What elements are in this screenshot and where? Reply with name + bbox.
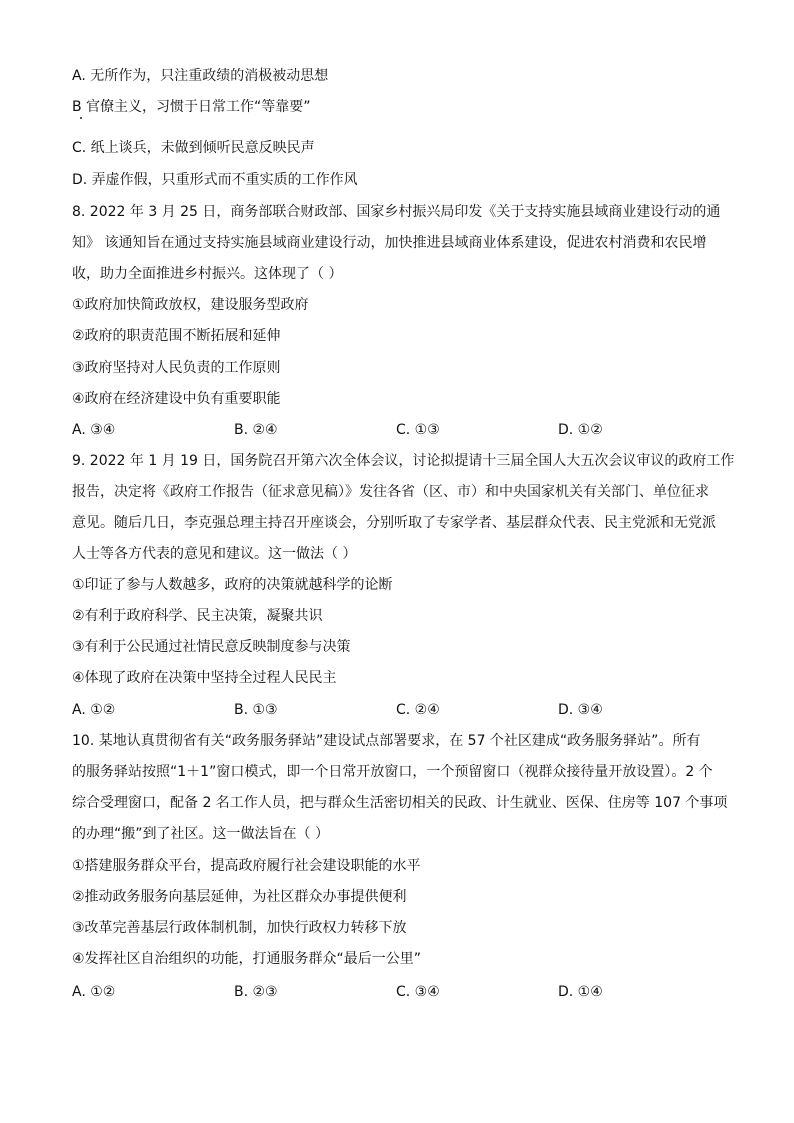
- q8-statement-4: ④政府在经济建设中负有重要职能: [72, 391, 281, 407]
- q8-option-b: B. ②④: [234, 422, 278, 438]
- q10-statement-1: ①搭建服务群众平台，提高政府履行社会建设职能的水平: [72, 858, 421, 874]
- q9-option-b: B. ①③: [234, 702, 278, 718]
- q9-statement-1: ①印证了参与人数越多，政府的决策就越科学的论断: [72, 577, 393, 593]
- q9-option-a: A. ①②: [72, 702, 116, 718]
- q10-stem-line: 的办理“搬”到了社区。这一做法旨在（ ）: [72, 826, 329, 842]
- q10-statement-4: ④发挥社区自治组织的功能，打通服务群众“最后一公里”: [72, 951, 422, 967]
- q10-option-b: B. ②③: [234, 984, 278, 1000]
- q7-option-a: A. 无所作为，只注重政绩的消极被动思想: [72, 68, 329, 84]
- q10-option-c: C. ③④: [396, 984, 440, 1000]
- q8-stem-line: 8. 2022 年 3 月 25 日，商务部联合财政部、国家乡村振兴局印发《关于支持实施县域商业建设行动的通: [72, 204, 721, 220]
- q10-option-d: D. ①④: [558, 984, 603, 1000]
- q9-options: [72, 700, 732, 720]
- stray-dot: [80, 117, 82, 119]
- q9-statement-2: ②有利于政府科学、民主决策，凝聚共识: [72, 608, 323, 624]
- q7-option-c: C. 纸上谈兵，未做到倾听民意反映民声: [72, 140, 315, 156]
- q8-option-d: D. ①②: [558, 422, 603, 438]
- q10-statement-3: ③改革完善基层行政体制机制，加快行政权力转移下放: [72, 920, 407, 936]
- q10-stem-line: 的服务驿站按照“1＋1”窗口模式，即一个日常开放窗口，一个预留窗口（视群众接待量开放设置）。2 个: [72, 764, 713, 780]
- q8-option-a: A. ③④: [72, 422, 116, 438]
- q9-stem-line: 人士等各方代表的意见和建议。这一做法（ ）: [72, 546, 357, 562]
- q10-stem-line: 综合受理窗口，配备 2 名工作人员，把与群众生活密切相关的民政、计生就业、医保、住房等 107 个事项: [72, 795, 728, 811]
- q10-stem-line: 10. 某地认真贯彻省有关“政务服务驿站”建设试点部署要求，在 57 个社区建成“政务服务驿站”。所有: [72, 733, 701, 749]
- q10-options: [72, 982, 732, 1002]
- q9-option-d: D. ③④: [558, 702, 603, 718]
- q7-option-b: B 官僚主义，习惯于日常工作“等靠要”: [72, 99, 311, 115]
- q9-stem-line: 报告，决定将《政府工作报告（征求意见稿）》发往各省（区、市）和中央国家机关有关部门、单位征求: [72, 484, 709, 500]
- q8-statement-3: ③政府坚持对人民负责的工作原则: [72, 360, 281, 376]
- q8-statement-1: ①政府加快简政放权，建设服务型政府: [72, 297, 309, 313]
- q10-option-a: A. ①②: [72, 984, 116, 1000]
- q7-option-d: D. 弄虚作假，只重形式而不重实质的工作作风: [72, 172, 358, 188]
- q9-statement-4: ④体现了政府在决策中坚持全过程人民民主: [72, 670, 337, 686]
- q8-statement-2: ②政府的职责范围不断拓展和延伸: [72, 328, 281, 344]
- q9-stem-line: 意见。随后几日，李克强总理主持召开座谈会，分别听取了专家学者、基层群众代表、民主党派和无党派: [72, 515, 716, 531]
- q8-stem-line: 知》 该通知旨在通过支持实施县域商业建设行动，加快推进县域商业体系建设，促进农村消费和农民增: [72, 235, 707, 251]
- q10-statement-2: ②推动政务服务向基层延伸，为社区群众办事提供便利: [72, 889, 407, 905]
- q9-statement-3: ③有利于公民通过社情民意反映制度参与决策: [72, 639, 351, 655]
- q8-option-c: C. ①③: [396, 422, 440, 438]
- q8-options: [72, 420, 732, 440]
- q9-stem-line: 9. 2022 年 1 月 19 日，国务院召开第六次全体会议，讨论拟提请十三届全国人大五次会议审议的政府工作: [72, 453, 735, 469]
- q8-stem-line: 收，助力全面推进乡村振兴。这体现了（ ）: [72, 266, 343, 282]
- q9-option-c: C. ②④: [396, 702, 440, 718]
